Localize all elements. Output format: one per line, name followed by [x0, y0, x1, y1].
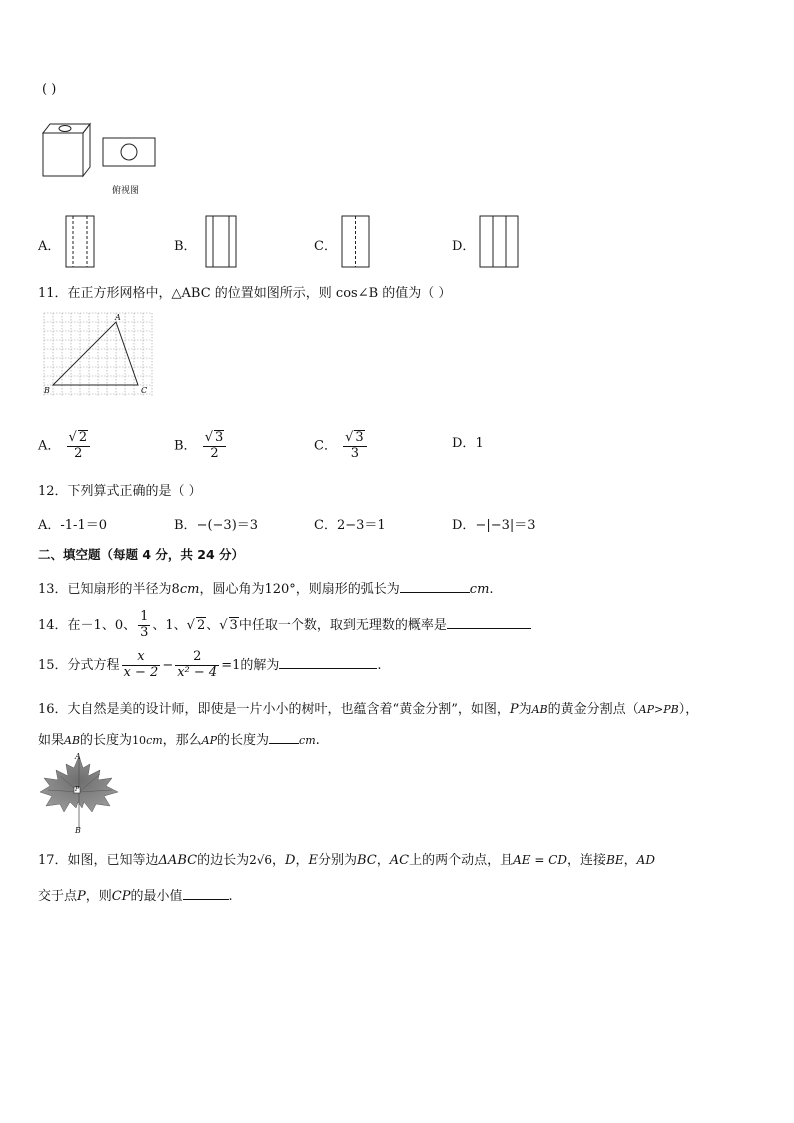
q12-option-d-text: −|−3|＝3 — [475, 518, 536, 533]
q11-option-b-letter: B． — [174, 438, 197, 454]
q11-option-d-text: 1 — [475, 436, 484, 451]
q14-answer-blank[interactable] — [447, 616, 531, 629]
leaf-label-a: A — [75, 752, 81, 761]
q12-option-a-letter: A． — [38, 518, 61, 533]
q11-option-c-letter: C． — [314, 438, 337, 454]
q12-option-d[interactable] — [452, 514, 536, 533]
q11-option-b[interactable] — [174, 430, 228, 462]
q11-option-d-letter: D． — [452, 436, 476, 451]
q10-option-d-letter[interactable]: D． — [452, 239, 476, 254]
q12-option-b-text: −(−3)＝3 — [196, 518, 259, 533]
section-title: 二、填空题（每题 4 分，共 24 分） — [38, 547, 245, 562]
q15-answer-blank[interactable] — [279, 656, 377, 669]
q14: 14．在－1、0、 $\frac{1}{3}$ 、1、√ 2、√ 3中任取一个数，取到无理数的概率是 — [38, 610, 531, 641]
q10-figure — [38, 118, 168, 198]
q14-fraction: $\frac{1}{3}$ — [140, 609, 149, 640]
q12-option-c[interactable] — [314, 514, 386, 533]
q12-option-a-text: -1-1＝0 — [60, 518, 107, 533]
top-view-figure — [103, 138, 155, 166]
q11-option-b-fraction: $\frac{√ 3}{2}$ — [203, 430, 227, 462]
q10-option-a-letter[interactable]: A． — [38, 239, 61, 254]
q12-option-c-letter: C． — [314, 518, 337, 533]
q10-option-c-letter[interactable]: C． — [314, 239, 337, 254]
q10-option-c-figure[interactable] — [341, 215, 371, 269]
leaf-label-p: P — [75, 786, 80, 793]
q17-line1: 17．如图，已知等边ΔABC的边长为2√6，D，E分别为BC，AC上的两个动点，且AE = CD，连接BE，AD — [38, 853, 655, 868]
q15-fraction-2: $\frac{2}{\text{x² − 4}}$ — [177, 649, 218, 680]
q12-option-c-text: 2−3＝1 — [336, 518, 386, 533]
q12-option-d-letter: D． — [452, 518, 476, 533]
q13-answer-blank[interactable] — [400, 580, 470, 593]
q11-option-a-letter: A． — [38, 438, 61, 454]
q11-grid-figure — [42, 310, 154, 400]
q13: 13．已知扇形的半径为8cm，圆心角为120°，则扇形的弧长为 cm. — [38, 582, 494, 597]
q10-option-b-figure[interactable] — [205, 215, 239, 269]
q15: 15．分式方程 $\frac{x}{x - 2}$ − $\frac{2}{\text{x² − 4}}$ =1的解为 . — [38, 649, 382, 680]
leaf-figure — [38, 750, 122, 838]
cube-figure — [43, 124, 90, 176]
top-view-label: 俯视图 — [112, 186, 140, 196]
q11-text: 11．在正方形网格中，△ABC 的位置如图所示，则 cos∠B 的值为（ ） — [38, 286, 452, 301]
q17-line2: 交于点P，则CP的最小值 . — [38, 889, 233, 904]
q10-option-d-figure[interactable] — [479, 215, 521, 269]
q12-option-b[interactable] — [174, 514, 258, 533]
q11-label-a: A — [115, 313, 121, 322]
q11-label-b: B — [44, 386, 50, 395]
leaf-label-b: B — [75, 826, 81, 835]
q12-text: 12．下列算式正确的是（ ） — [38, 484, 202, 499]
q11-option-a[interactable] — [38, 430, 92, 462]
q16-line1: 16．大自然是美的设计师，即使是一片小小的树叶，也蕴含着“黄金分割”，如图，P为AB的黄金分割点（AP>PB）， — [38, 702, 699, 717]
q12-option-a[interactable] — [38, 514, 107, 533]
q11-label-c: C — [141, 386, 148, 395]
q12-option-b-letter: B． — [174, 518, 197, 533]
q11-option-a-fraction: $\frac{√ 2}{2}$ — [67, 430, 91, 462]
q10-option-b-letter[interactable]: B． — [174, 239, 197, 254]
q11-option-c[interactable] — [314, 430, 369, 462]
q10-paren: ( ) — [42, 82, 57, 97]
q17-answer-blank[interactable] — [183, 887, 229, 900]
q10-option-a-figure[interactable] — [65, 215, 97, 269]
q16-line2: 如果AB的长度为10cm，那么AP的长度为 cm. — [38, 733, 320, 748]
q11-option-c-fraction: $\frac{√ 3}{3}$ — [343, 430, 367, 462]
q11-option-d[interactable] — [452, 432, 484, 451]
q15-fraction-1: $\frac{x}{x - 2}$ — [123, 649, 159, 680]
q16-answer-blank[interactable] — [269, 731, 299, 744]
